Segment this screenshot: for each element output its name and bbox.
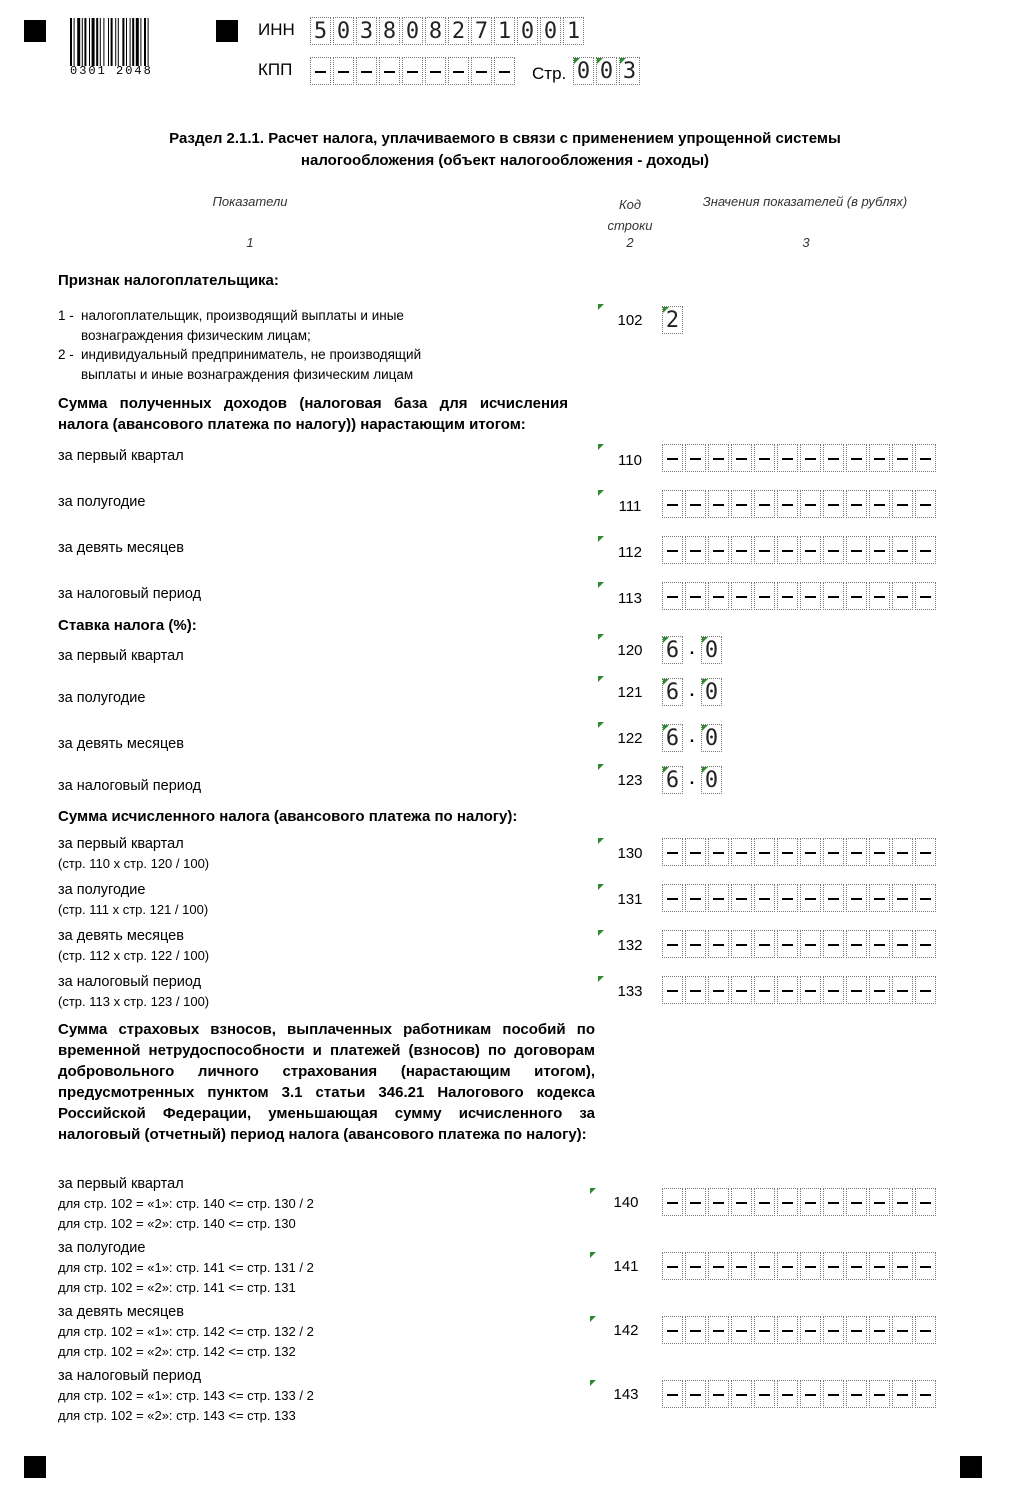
column-number-1: 1 (246, 235, 254, 250)
corner-marker-top-right (216, 20, 238, 42)
decimal-separator: . (688, 763, 696, 790)
field-marker (598, 676, 604, 682)
rate-int-cell[interactable]: 6 (662, 766, 683, 794)
rate-frac-cell[interactable]: 0 (701, 678, 722, 706)
value-cell[interactable] (892, 838, 913, 866)
value-cell[interactable] (685, 976, 706, 1004)
value-cell[interactable] (685, 1188, 706, 1216)
decimal-separator: . (688, 633, 696, 660)
value-cell[interactable] (754, 1316, 775, 1344)
value-cell[interactable] (892, 1252, 913, 1280)
value-cell[interactable] (662, 930, 683, 958)
value-cell[interactable] (869, 444, 890, 472)
value-cell[interactable] (754, 1252, 775, 1280)
value-cell[interactable] (892, 582, 913, 610)
value-cell[interactable] (731, 884, 752, 912)
insurance-row-label (58, 1366, 314, 1426)
line-code-133: 133 (617, 983, 643, 1000)
value-cell[interactable] (731, 838, 752, 866)
insurance-row-title: за налоговый период (58, 1368, 202, 1384)
value-cell[interactable] (685, 490, 706, 518)
insurance-row-rule-1: для стр. 102 = «1»: стр. 141 <= стр. 131 / 2 (58, 1260, 314, 1275)
line-code-143: 143 (613, 1386, 639, 1403)
column-header-indicators: Показатели (212, 194, 288, 209)
value-cell[interactable] (685, 930, 706, 958)
calc-value-field-130[interactable] (662, 838, 938, 866)
rate-row-label: за налоговый период (58, 778, 202, 794)
value-cell[interactable] (754, 930, 775, 958)
value-cell[interactable] (731, 582, 752, 610)
field-marker (590, 1316, 596, 1322)
value-cell[interactable] (869, 1316, 890, 1344)
inn-digit-cell[interactable]: 1 (563, 17, 584, 45)
kpp-digit-cell[interactable] (379, 57, 400, 85)
insurance-row-rule-2: для стр. 102 = «2»: стр. 142 <= стр. 132 (58, 1344, 296, 1359)
value-cell[interactable] (892, 1188, 913, 1216)
field-marker (598, 722, 604, 728)
line-code-132: 132 (617, 937, 643, 954)
rate-frac-cell[interactable]: 0 (701, 724, 722, 752)
value-cell[interactable] (662, 1252, 683, 1280)
rate-value-field-120[interactable] (662, 633, 724, 664)
value-cell[interactable] (662, 884, 683, 912)
value-cell[interactable] (754, 838, 775, 866)
insurance-value-field-140[interactable] (662, 1188, 938, 1216)
value-cell[interactable] (708, 838, 729, 866)
column-number-3: 3 (802, 235, 810, 250)
field-marker (598, 764, 604, 770)
line-code-121: 121 (617, 684, 643, 701)
value-cell[interactable] (846, 884, 867, 912)
value-cell[interactable] (915, 976, 936, 1004)
section-title: Раздел 2.1.1. Расчет налога, уплачиваемого в связи с применением упрощенной системы налогообложения (объект налогообложения - доходы) (169, 130, 841, 169)
field-marker (598, 634, 604, 640)
value-cell[interactable] (869, 838, 890, 866)
value-cell[interactable] (869, 976, 890, 1004)
inn-label: ИНН (258, 20, 295, 39)
value-cell[interactable] (800, 930, 821, 958)
value-cell[interactable] (823, 838, 844, 866)
value-cell[interactable] (869, 1252, 890, 1280)
value-cell[interactable] (800, 536, 821, 564)
insurance-row-label (58, 1174, 314, 1234)
value-cell[interactable] (915, 444, 936, 472)
inn-digit-cell[interactable]: 7 (471, 17, 492, 45)
rate-row-label: за полугодие (58, 690, 146, 706)
rate-int-cell[interactable]: 6 (662, 724, 683, 752)
line-code-113: 113 (618, 590, 642, 607)
decimal-separator: . (688, 721, 696, 748)
value-cell[interactable] (777, 1316, 798, 1344)
field-marker (598, 490, 604, 496)
value-cell[interactable] (777, 1188, 798, 1216)
value-cell[interactable] (915, 930, 936, 958)
value-cell[interactable] (777, 930, 798, 958)
calc-heading: Сумма исчисленного налога (авансового платежа по налогу): (58, 808, 518, 825)
value-cell[interactable] (846, 1252, 867, 1280)
inn-digit-cell[interactable]: 0 (517, 17, 538, 45)
value-cell[interactable] (777, 444, 798, 472)
value-cell[interactable] (708, 582, 729, 610)
inn-digit-cell[interactable]: 8 (425, 17, 446, 45)
rate-row-label: за девять месяцев (58, 736, 184, 752)
value-cell[interactable] (754, 884, 775, 912)
income-value-field-113[interactable] (662, 582, 938, 610)
value-cell[interactable] (662, 536, 683, 564)
value-cell[interactable] (685, 444, 706, 472)
line-code-123: 123 (617, 772, 643, 789)
barcode-digits: 0301 2048 (70, 64, 153, 78)
insurance-row-rule-2: для стр. 102 = «2»: стр. 140 <= стр. 130 (58, 1216, 296, 1231)
value-cell[interactable] (892, 976, 913, 1004)
line-code-110: 110 (618, 452, 642, 469)
value-cell[interactable] (731, 1188, 752, 1216)
inn-digit-cell[interactable]: 0 (333, 17, 354, 45)
value-cell[interactable] (869, 1380, 890, 1408)
calc-row-label (58, 834, 209, 874)
value-cell[interactable] (892, 490, 913, 518)
value-cell[interactable] (754, 1380, 775, 1408)
value-cell[interactable] (685, 1252, 706, 1280)
field-marker (590, 1188, 596, 1194)
rate-frac-cell[interactable]: 0 (701, 766, 722, 794)
income-row-label: за первый квартал (58, 448, 184, 464)
line-code-140: 140 (613, 1194, 639, 1211)
value-cell[interactable] (869, 582, 890, 610)
value-cell[interactable] (662, 1316, 683, 1344)
value-cell[interactable] (777, 1380, 798, 1408)
column-header-code: Код строки (607, 197, 653, 233)
income-row-label: за полугодие (58, 494, 146, 510)
insurance-heading: Сумма страховых взносов, выплаченных работникам пособий по временной нетрудоспособности и платежей (взносов) по договорам добровольного личного страхования (нарастающим итогом), предусмотренных пунктом 3.1 статьи 346.21 Налогового кодекса Российской Федерации, уменьшающая сумму исчисленного за налоговый (отчетный) период налога (авансового платежа по налогу): (58, 1021, 595, 1143)
value-cell[interactable] (823, 490, 844, 518)
value-cell[interactable] (823, 976, 844, 1004)
value-cell[interactable] (754, 976, 775, 1004)
value-cell[interactable] (685, 536, 706, 564)
value-cell[interactable] (708, 1188, 729, 1216)
inn-digit-cell[interactable]: 8 (379, 17, 400, 45)
value-cell[interactable] (731, 930, 752, 958)
value-cell[interactable] (731, 1252, 752, 1280)
value-cell[interactable] (892, 536, 913, 564)
value-cell[interactable] (708, 1380, 729, 1408)
value-cell[interactable] (800, 838, 821, 866)
insurance-row-rule-1: для стр. 102 = «1»: стр. 143 <= стр. 133 / 2 (58, 1388, 314, 1403)
rate-value-field-121[interactable] (662, 675, 724, 706)
calc-row-title: за первый квартал (58, 836, 184, 852)
value-cell[interactable] (777, 884, 798, 912)
value-cell[interactable] (754, 536, 775, 564)
rate-value-field-122[interactable] (662, 721, 724, 752)
insurance-value-field-142[interactable] (662, 1316, 938, 1344)
kpp-label: КПП (258, 60, 293, 79)
income-value-field-112[interactable] (662, 536, 938, 564)
line-code-112: 112 (618, 544, 642, 561)
value-cell[interactable] (777, 490, 798, 518)
value-cell[interactable] (662, 490, 683, 518)
kpp-field[interactable] (310, 57, 517, 85)
value-cell[interactable] (823, 930, 844, 958)
calc-row-formula: (стр. 110 х стр. 120 / 100) (58, 856, 210, 871)
value-cell[interactable] (869, 884, 890, 912)
value-cell[interactable] (662, 582, 683, 610)
insurance-value-field-143[interactable] (662, 1380, 938, 1408)
line-code-130: 130 (617, 845, 643, 862)
kpp-digit-cell[interactable] (494, 57, 515, 85)
page-digit-cell[interactable]: 3 (619, 57, 640, 85)
insurance-row-title: за первый квартал (58, 1176, 184, 1192)
insurance-row-rule-1: для стр. 102 = «1»: стр. 140 <= стр. 130 / 2 (58, 1196, 314, 1211)
corner-marker-bottom-right (960, 1456, 982, 1478)
value-cell[interactable] (869, 490, 890, 518)
calc-value-field-133[interactable] (662, 976, 938, 1004)
value-cell[interactable] (731, 444, 752, 472)
line-code-142: 142 (613, 1322, 639, 1339)
value-cell[interactable] (823, 1380, 844, 1408)
value-cell[interactable] (823, 1252, 844, 1280)
inn-digit-cell[interactable]: 1 (494, 17, 515, 45)
calc-row-label (58, 972, 209, 1012)
value-cell[interactable] (846, 930, 867, 958)
field-marker (598, 976, 604, 982)
calc-row-title: за налоговый период (58, 974, 202, 990)
income-row-label: за налоговый период (58, 586, 202, 602)
inn-digit-cell[interactable]: 2 (448, 17, 469, 45)
value-cell[interactable] (754, 1188, 775, 1216)
value-cell[interactable] (685, 582, 706, 610)
rate-row-label: за первый квартал (58, 648, 184, 664)
calc-value-field-131[interactable] (662, 884, 938, 912)
value-cell[interactable] (823, 1188, 844, 1216)
value-cell[interactable] (915, 490, 936, 518)
value-cell[interactable] (731, 976, 752, 1004)
value-cell[interactable] (662, 1380, 683, 1408)
insurance-row-label (58, 1302, 314, 1362)
inn-digit-cell[interactable]: 5 (310, 17, 331, 45)
value-cell[interactable] (869, 930, 890, 958)
income-value-field-111[interactable] (662, 490, 938, 518)
taxpayer-option-1-num: 1 - (58, 308, 74, 323)
value-cell[interactable] (708, 1252, 729, 1280)
kpp-digit-cell[interactable] (425, 57, 446, 85)
value-cell[interactable] (869, 536, 890, 564)
insurance-row-rule-1: для стр. 102 = «1»: стр. 142 <= стр. 132 / 2 (58, 1324, 314, 1339)
value-cell[interactable] (777, 582, 798, 610)
value-cell[interactable] (823, 582, 844, 610)
value-cell[interactable] (800, 1252, 821, 1280)
value-cell[interactable] (800, 976, 821, 1004)
taxpayer-sign-value[interactable]: 2 (662, 306, 683, 334)
value-cell[interactable] (662, 444, 683, 472)
value-cell[interactable] (662, 1188, 683, 1216)
field-marker (598, 930, 604, 936)
calc-row-label (58, 880, 208, 920)
value-cell[interactable] (777, 1252, 798, 1280)
value-cell[interactable] (777, 536, 798, 564)
income-row-label: за девять месяцев (58, 540, 184, 556)
field-marker (598, 536, 604, 542)
value-cell[interactable] (800, 1316, 821, 1344)
value-cell[interactable] (846, 490, 867, 518)
insurance-row-label (58, 1238, 314, 1298)
value-cell[interactable] (708, 536, 729, 564)
value-cell[interactable] (800, 1380, 821, 1408)
line-code-102: 102 (617, 312, 643, 329)
value-cell[interactable] (800, 582, 821, 610)
page-digit-cell[interactable]: 0 (573, 57, 594, 85)
field-marker (598, 582, 604, 588)
value-cell[interactable] (731, 1316, 752, 1344)
taxpayer-option-2-num: 2 - (58, 347, 74, 362)
value-cell[interactable] (823, 884, 844, 912)
value-cell[interactable] (685, 838, 706, 866)
kpp-digit-cell[interactable] (356, 57, 377, 85)
kpp-digit-cell[interactable] (448, 57, 469, 85)
income-heading: Сумма полученных доходов (налоговая база для исчисления налога (авансового платежа по налогу)) нарастающим итогом: (58, 395, 568, 433)
value-cell[interactable] (708, 976, 729, 1004)
value-cell[interactable] (915, 838, 936, 866)
value-cell[interactable] (800, 884, 821, 912)
line-code-131: 131 (617, 891, 643, 908)
page-label: Стр. (532, 64, 567, 83)
value-cell[interactable] (662, 976, 683, 1004)
corner-marker-bottom-left (24, 1456, 46, 1478)
insurance-row-rule-2: для стр. 102 = «2»: стр. 141 <= стр. 131 (58, 1280, 296, 1295)
field-marker (598, 884, 604, 890)
value-cell[interactable] (777, 976, 798, 1004)
line-code-111: 111 (618, 498, 642, 515)
value-cell[interactable] (823, 444, 844, 472)
barcode-image (70, 18, 188, 66)
income-value-field-110[interactable] (662, 444, 938, 472)
value-cell[interactable] (892, 930, 913, 958)
rate-frac-cell[interactable]: 0 (701, 636, 722, 664)
rate-value-field-123[interactable] (662, 763, 724, 794)
value-cell[interactable] (915, 536, 936, 564)
page-digit-cell[interactable]: 0 (596, 57, 617, 85)
value-cell[interactable] (869, 1188, 890, 1216)
rate-heading: Ставка налога (%): (58, 617, 197, 634)
value-cell[interactable] (892, 884, 913, 912)
value-cell[interactable] (731, 490, 752, 518)
value-cell[interactable] (800, 444, 821, 472)
calc-row-formula: (стр. 113 х стр. 123 / 100) (58, 994, 210, 1009)
insurance-row-rule-2: для стр. 102 = «2»: стр. 143 <= стр. 133 (58, 1408, 296, 1423)
value-cell[interactable] (754, 444, 775, 472)
field-marker (598, 838, 604, 844)
value-cell[interactable] (708, 1316, 729, 1344)
taxpayer-option-1-text: налогоплательщик, производящий выплаты и иные вознаграждения физическим лицам; (81, 308, 404, 343)
value-cell[interactable] (685, 1316, 706, 1344)
value-cell[interactable] (915, 884, 936, 912)
value-cell[interactable] (731, 1380, 752, 1408)
value-cell[interactable] (708, 490, 729, 518)
value-cell[interactable] (823, 536, 844, 564)
value-cell[interactable] (823, 1316, 844, 1344)
value-cell[interactable] (754, 490, 775, 518)
calc-value-field-132[interactable] (662, 930, 938, 958)
value-cell[interactable] (754, 582, 775, 610)
value-cell[interactable] (915, 1380, 936, 1408)
kpp-digit-cell[interactable] (402, 57, 423, 85)
value-cell[interactable] (731, 536, 752, 564)
calc-row-formula: (стр. 112 х стр. 122 / 100) (58, 948, 210, 963)
value-cell[interactable] (915, 582, 936, 610)
column-number-2: 2 (626, 235, 634, 250)
insurance-row-title: за полугодие (58, 1240, 146, 1256)
field-marker (590, 1380, 596, 1386)
calc-row-title: за девять месяцев (58, 928, 184, 944)
kpp-digit-cell[interactable] (471, 57, 492, 85)
line-code-141: 141 (613, 1258, 639, 1275)
inn-digit-cell[interactable]: 0 (402, 17, 423, 45)
value-cell[interactable] (800, 1188, 821, 1216)
inn-digit-cell[interactable]: 3 (356, 17, 377, 45)
taxpayer-sign-heading: Признак налогоплательщика: (58, 272, 279, 289)
value-cell[interactable] (846, 1316, 867, 1344)
value-cell[interactable] (846, 1188, 867, 1216)
value-cell[interactable] (662, 838, 683, 866)
corner-marker-top-left (24, 20, 46, 42)
value-cell[interactable] (708, 444, 729, 472)
insurance-value-field-141[interactable] (662, 1252, 938, 1280)
insurance-row-title: за девять месяцев (58, 1304, 184, 1320)
value-cell[interactable] (846, 582, 867, 610)
field-marker (590, 1252, 596, 1258)
calc-row-formula: (стр. 111 х стр. 121 / 100) (58, 902, 209, 917)
rate-int-cell[interactable]: 6 (662, 636, 683, 664)
taxpayer-sign-field[interactable] (662, 306, 685, 334)
value-cell[interactable] (846, 838, 867, 866)
value-cell[interactable] (892, 1316, 913, 1344)
value-cell[interactable] (846, 1380, 867, 1408)
value-cell[interactable] (915, 1188, 936, 1216)
value-cell[interactable] (846, 536, 867, 564)
value-cell[interactable] (846, 444, 867, 472)
decimal-separator: . (688, 675, 696, 702)
column-header-values: Значения показателей (в рублях) (702, 194, 908, 209)
value-cell[interactable] (800, 490, 821, 518)
value-cell[interactable] (846, 976, 867, 1004)
line-code-122: 122 (617, 730, 643, 747)
calc-row-title: за полугодие (58, 882, 146, 898)
calc-row-label (58, 926, 209, 966)
kpp-digit-cell[interactable] (333, 57, 354, 85)
line-code-120: 120 (617, 642, 643, 659)
field-marker (598, 304, 604, 310)
value-cell[interactable] (892, 444, 913, 472)
value-cell[interactable] (708, 930, 729, 958)
kpp-digit-cell[interactable] (310, 57, 331, 85)
inn-digit-cell[interactable]: 0 (540, 17, 561, 45)
value-cell[interactable] (777, 838, 798, 866)
page-number-field[interactable] (573, 57, 642, 85)
value-cell[interactable] (685, 1380, 706, 1408)
inn-field[interactable] (310, 17, 586, 45)
value-cell[interactable] (685, 884, 706, 912)
rate-int-cell[interactable]: 6 (662, 678, 683, 706)
value-cell[interactable] (915, 1252, 936, 1280)
value-cell[interactable] (708, 884, 729, 912)
taxpayer-option-2-text: индивидуальный предприниматель, не производящий выплаты и иные вознаграждения физическим лицам (81, 347, 422, 382)
field-marker (598, 444, 604, 450)
value-cell[interactable] (892, 1380, 913, 1408)
value-cell[interactable] (915, 1316, 936, 1344)
